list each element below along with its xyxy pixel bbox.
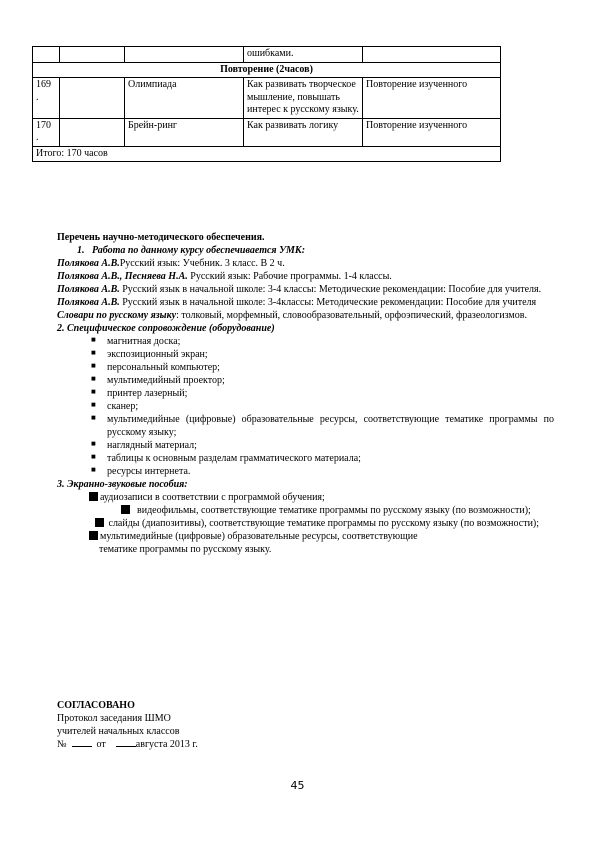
reference-2: Полякова А.В. Русский язык в начальной школе: 3-4 классы: Методические рекомендации: Пособие для учителя. [57, 284, 542, 295]
approval-date-line: № от августа 2013 г. [57, 739, 198, 750]
av-item: аудиозаписи в соответствии с программой обучения; [57, 491, 554, 504]
page-number: 45 [290, 779, 305, 792]
section-header: Повторение (2часов) [33, 62, 501, 78]
table-section-row [33, 62, 501, 78]
bullet-icon: ■ [91, 413, 96, 422]
bullet-icon: ■ [91, 387, 96, 396]
table-row [33, 118, 501, 146]
equipment-list [85, 335, 554, 478]
reference-4: Словари по русскому языку: толковый, морфемный, словообразовательный, орфоэпический, фразеологизмов. [57, 310, 527, 321]
blank-line [116, 738, 136, 747]
lesson-control: Повторение изученного [363, 118, 501, 146]
list-item: ■ мультимедийные (цифровые) образовательные ресурсы, соответствующие тематике программы по русскому языку; [91, 413, 554, 438]
av-item-continuation: тематике программы по русскому языку. [99, 544, 272, 555]
total-hours: Итого: 170 часов [33, 146, 501, 162]
list-item: ■ магнитная доска; [91, 335, 181, 347]
methodology-section [57, 231, 554, 556]
reference-3: Полякова А.В. Русский язык в начальной школе: 3-4классы: Методические рекомендации: Пособие для учителя [57, 297, 537, 308]
item-1: 1. Работа по данному курсу обеспечивается УМК: [77, 245, 306, 256]
square-bullet-icon [95, 518, 104, 527]
list-item: ■ экспозиционный экран; [91, 348, 208, 360]
bullet-icon: ■ [91, 452, 96, 461]
lesson-topic: Олимпиада [125, 78, 244, 119]
table-cell [125, 47, 244, 63]
section-2-heading: 2. Специфическое сопровождение (оборудование) [57, 323, 275, 334]
bullet-icon: ■ [91, 465, 96, 474]
list-item: ■ принтер лазерный; [91, 387, 188, 399]
lesson-control: Повторение изученного [363, 78, 501, 119]
av-item: мультимедийные (цифровые) образовательные ресурсы, соответствующие [57, 530, 554, 543]
av-item: видеофильмы, соответствующие тематике программы по русскому языку (по возможности); [57, 504, 554, 517]
blank-line [72, 738, 92, 747]
bullet-icon: ■ [91, 348, 96, 357]
table-cell [60, 78, 125, 119]
table-cell: ошибками. [244, 47, 363, 63]
lesson-goal: Как развивать логику [244, 118, 363, 146]
bullet-icon: ■ [91, 335, 96, 344]
table-cell [33, 47, 60, 63]
list-item: ■ наглядный материал; [91, 439, 197, 451]
square-bullet-icon [89, 492, 98, 501]
bullet-icon: ■ [91, 439, 96, 448]
bullet-icon: ■ [91, 374, 96, 383]
section-heading: Перечень научно-методического обеспечения. [57, 232, 265, 243]
table-cell [60, 47, 125, 63]
lesson-goal: Как развивать творческое мышление, повышать интерес к русскому языку. [244, 78, 363, 119]
square-bullet-icon [89, 531, 98, 540]
reference-0: Полякова А.В.Русский язык: Учебник. 3 класс. В 2 ч. [57, 258, 285, 269]
list-item: ■ персональный компьютер; [91, 361, 220, 373]
lesson-topic: Брейн-ринг [125, 118, 244, 146]
list-item: ■ сканер; [91, 400, 139, 412]
list-item: ■ таблицы к основным разделам грамматического материала; [91, 452, 361, 464]
table-total-row [33, 146, 501, 162]
list-item: ■ мультимедийный проектор; [91, 374, 225, 386]
approval-line: учителей начальных классов [57, 726, 180, 737]
bullet-icon: ■ [91, 400, 96, 409]
approval-line: Протокол заседания ШМО [57, 713, 171, 724]
table-row [33, 78, 501, 119]
table-row [33, 47, 501, 63]
table-cell [363, 47, 501, 63]
av-item: слайды (диапозитивы), соответствующие тематике программы по русскому языку (по возможности); [57, 517, 554, 530]
approval-title: СОГЛАСОВАНО [57, 700, 135, 711]
reference-1: Полякова А.В., Песняева Н.А. Русский язык: Рабочие программы. 1-4 классы. [57, 271, 392, 282]
section-3-heading: 3. Экранно-звуковые пособия: [57, 479, 188, 490]
row-number: 169 . [33, 78, 60, 119]
curriculum-table [32, 46, 501, 162]
row-number: 170 . [33, 118, 60, 146]
bullet-icon: ■ [91, 361, 96, 370]
list-item: ■ ресурсы интернета. [91, 465, 191, 477]
table-cell [60, 118, 125, 146]
square-bullet-icon [121, 505, 130, 514]
approval-block [57, 699, 357, 751]
